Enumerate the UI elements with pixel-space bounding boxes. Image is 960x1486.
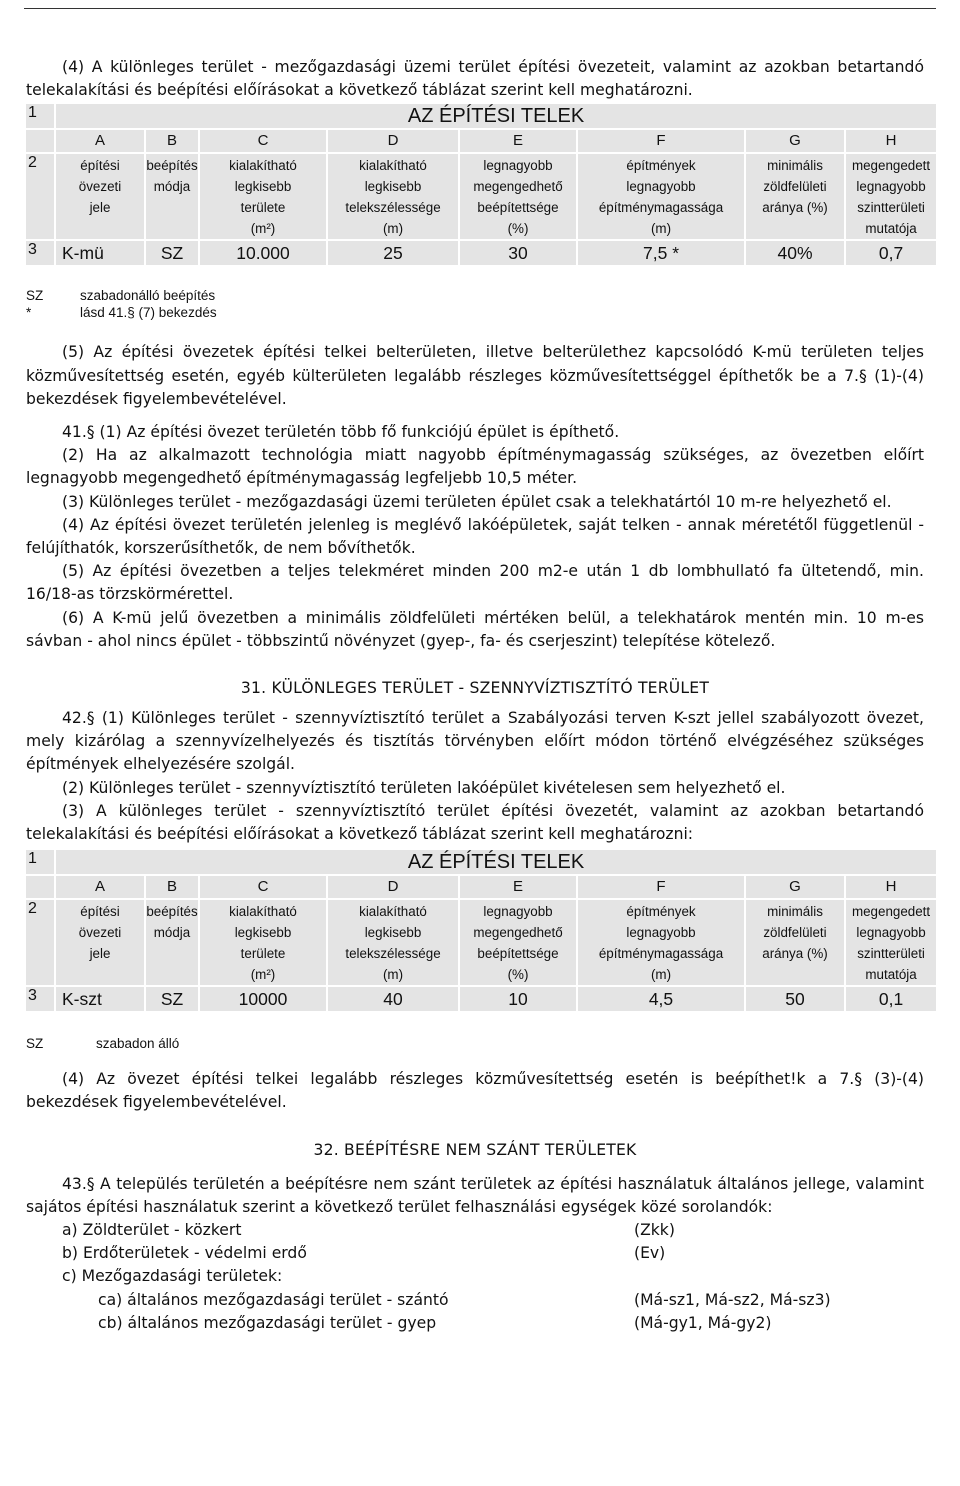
paragraph: (3) A különleges terület - szennyvíztisztító terület építési övezetét, valamint az azokban betartandó telekalakítási és beépítési előírásokat a következő táblázat szerint kell meghatározni: — [26, 801, 924, 844]
column-letter: F — [577, 875, 745, 899]
section-41 — [26, 421, 924, 653]
paragraph: 42.§ (1) Különleges terület - szennyvíztisztító terület a Szabályozási terven K-szt jellel szabályozott övezet, mely kizárólag a szennyvízelhelyezés és tisztítás törvényben előírt módon történő elvégzéséhez szükséges építmények elhelyezésére szolgál. — [26, 709, 924, 774]
column-letter: C — [199, 129, 327, 153]
column-header: építési övezeti jele — [55, 899, 145, 986]
table-cell: 40 — [327, 986, 459, 1012]
column-letter: A — [55, 129, 145, 153]
legend-item: SZ szabadon álló — [26, 1036, 180, 1052]
table-cell: 25 — [327, 240, 459, 266]
paragraph: (2) Különleges terület - szennyvíztisztító területen lakóépület kivételesen sem helyezhető el. — [62, 778, 786, 797]
column-header: kialakítható legkisebb területe (m²) — [199, 153, 327, 240]
column-letter: B — [145, 875, 199, 899]
table-cell: 0,1 — [845, 986, 937, 1012]
table-cell: 0,7 — [845, 240, 937, 266]
table-row-headers — [25, 899, 937, 986]
column-letter: F — [577, 129, 745, 153]
table-title: AZ ÉPÍTÉSI TELEK — [55, 103, 937, 129]
column-header: beépítés módja — [145, 899, 199, 986]
document-page — [26, 56, 931, 1335]
table-cell: K-szt — [55, 986, 145, 1012]
column-letter: E — [459, 875, 577, 899]
table-row-title — [25, 849, 937, 875]
table-cell: 40% — [745, 240, 845, 266]
column-header: legnagyobb megengedhető beépítettsége (%) — [459, 153, 577, 240]
section-42 — [26, 707, 924, 846]
column-header: legnagyobb megengedhető beépítettsége (%) — [459, 899, 577, 986]
zoning-table-k-mu — [24, 102, 938, 267]
column-header: minimális zöldfelületi aránya (%) — [745, 899, 845, 986]
table-cell: 30 — [459, 240, 577, 266]
column-header: megengedett legnagyobb szintterületi mutatója — [845, 153, 937, 240]
column-letter: H — [845, 875, 937, 899]
column-letter: G — [745, 875, 845, 899]
column-letter: E — [459, 129, 577, 153]
row-number: 1 — [25, 849, 55, 875]
list-item: cb) általános mezőgazdasági terület - gyep (Má-gy1, Má-gy2) — [98, 1313, 772, 1332]
column-letter: H — [845, 129, 937, 153]
table-cell: SZ — [145, 986, 199, 1012]
column-header: minimális zöldfelületi aránya (%) — [745, 153, 845, 240]
row-number: 3 — [25, 986, 55, 1012]
row-number: 3 — [25, 240, 55, 266]
land-use-list — [26, 1219, 924, 1335]
section-heading: 31. KÜLÖNLEGES TERÜLET - SZENNYVÍZTISZTÍTÓ TERÜLET — [240, 679, 710, 698]
column-header: megengedett legnagyobb szintterületi mutatója — [845, 899, 937, 986]
table-cell: 10000 — [199, 986, 327, 1012]
table-row-title — [25, 103, 937, 129]
column-header: kialakítható legkisebb telekszélessége (m) — [327, 153, 459, 240]
paragraph-43: 43.§ A település területén a beépítésre nem szánt területek az építési használatuk általános jellege, valamint sajátos építési használatuk szerint a következő terület felhasználási egységek közé sorolandók: — [26, 1174, 924, 1216]
column-letter: D — [327, 129, 459, 153]
table-row-values — [25, 240, 937, 266]
table-cell: 50 — [745, 986, 845, 1012]
table-cell: 7,5 * — [577, 240, 745, 266]
table-legend — [26, 287, 924, 321]
table-cell: SZ — [145, 240, 199, 266]
column-header: építési övezeti jele — [55, 153, 145, 240]
table-row-values — [25, 986, 937, 1012]
column-header: kialakítható legkisebb telekszélessége (m) — [327, 899, 459, 986]
table-title: AZ ÉPÍTÉSI TELEK — [55, 849, 937, 875]
row-number: 2 — [25, 899, 55, 986]
paragraph-42-4: (4) Az övezet építési telkei legalább részleges közművesítettség esetén is beépíthet!k a 7.§ (3)-(4) bekezdések figyelembevételével. — [26, 1070, 924, 1112]
table-row-headers — [25, 153, 937, 240]
list-item: a) Zöldterület - közkert (Zkk) — [62, 1221, 675, 1240]
paragraph: (4) Az építési övezet területén jelenleg is meglévő lakóépületek, saját telken - annak méretétől függetlenül - felújíthatók, korszerűsíthetők, de nem bővíthetők. — [26, 515, 924, 558]
table-cell: 10.000 — [199, 240, 327, 266]
list-item: b) Erdőterületek - védelmi erdő (Ev) — [62, 1244, 666, 1263]
table-row-letters — [25, 129, 937, 153]
table-cell: K-mü — [55, 240, 145, 266]
paragraph: (3) Különleges terület - mezőgazdasági üzemi területen épület csak a telekhatártól 10 m-re helyezhető el. — [62, 492, 892, 511]
list-item: ca) általános mezőgazdasági terület - szántó (Má-sz1, Má-sz2, Má-sz3) — [98, 1290, 831, 1309]
table-cell: 10 — [459, 986, 577, 1012]
paragraph: (5) Az építési övezetben a teljes telekméret minden 200 m2-e után 1 db lombhullató fa ültetendő, min. 16/18-as törzskörmérettel. — [26, 562, 924, 604]
section-heading: 32. BEÉPÍTÉSRE NEM SZÁNT TERÜLETEK — [313, 1140, 637, 1159]
top-rule — [24, 8, 936, 9]
column-letter: B — [145, 129, 199, 153]
column-letter: G — [745, 129, 845, 153]
table-row-letters — [25, 875, 937, 899]
legend-item: SZ szabadonálló beépítés — [26, 288, 216, 304]
column-header: kialakítható legkisebb területe (m²) — [199, 899, 327, 986]
column-header: építmények legnagyobb építménymagassága (m) — [577, 153, 745, 240]
table-cell: 4,5 — [577, 986, 745, 1012]
column-header: beépítés módja — [145, 153, 199, 240]
list-item: c) Mezőgazdasági területek: — [62, 1267, 283, 1286]
column-header: építmények legnagyobb építménymagassága (m) — [577, 899, 745, 986]
zoning-table-k-szt — [24, 848, 938, 1013]
paragraph-40-5: (5) Az építési övezetek építési telkei belterületen, illetve belterülethez kapcsolódó K-mü területen teljes közművesítettség esetén, egyéb külterületen legalább részleges közművesítettséggel építhetők be a 7.§ (1)-(4) bekezdések figyelembevételével. — [26, 343, 924, 408]
row-number: 2 — [25, 153, 55, 240]
table-legend — [26, 1035, 924, 1052]
column-letter: C — [199, 875, 327, 899]
paragraph: 41.§ (1) Az építési övezet területén több fő funkciójú épület is építhető. — [62, 423, 620, 442]
paragraph: (2) Ha az alkalmazott technológia miatt nagyobb építménymagasság szükséges, az övezetben előírt legnagyobb megengedhető építménymagasság legfeljebb 10,5 méter. — [26, 446, 924, 488]
paragraph-40-4: (4) A különleges terület - mezőgazdasági üzemi terület építési övezeteit, valamint az azokban betartandó telekalakítási és beépítési előírásokat a következő táblázat szerint kell meghatározni. — [26, 58, 924, 100]
paragraph: (6) A K-mü jelű övezetben a minimális zöldfelületi mértéken belül, a telekhatárok mentén min. 10 m-es sávban - ahol nincs épület - többszintű növényzet (gyep-, fa- és cserjeszint) telepítése kötelező. — [26, 608, 924, 650]
row-number: 1 — [25, 103, 55, 129]
column-letter: A — [55, 875, 145, 899]
column-letter: D — [327, 875, 459, 899]
legend-item: * lásd 41.§ (7) bekezdés — [26, 305, 217, 321]
